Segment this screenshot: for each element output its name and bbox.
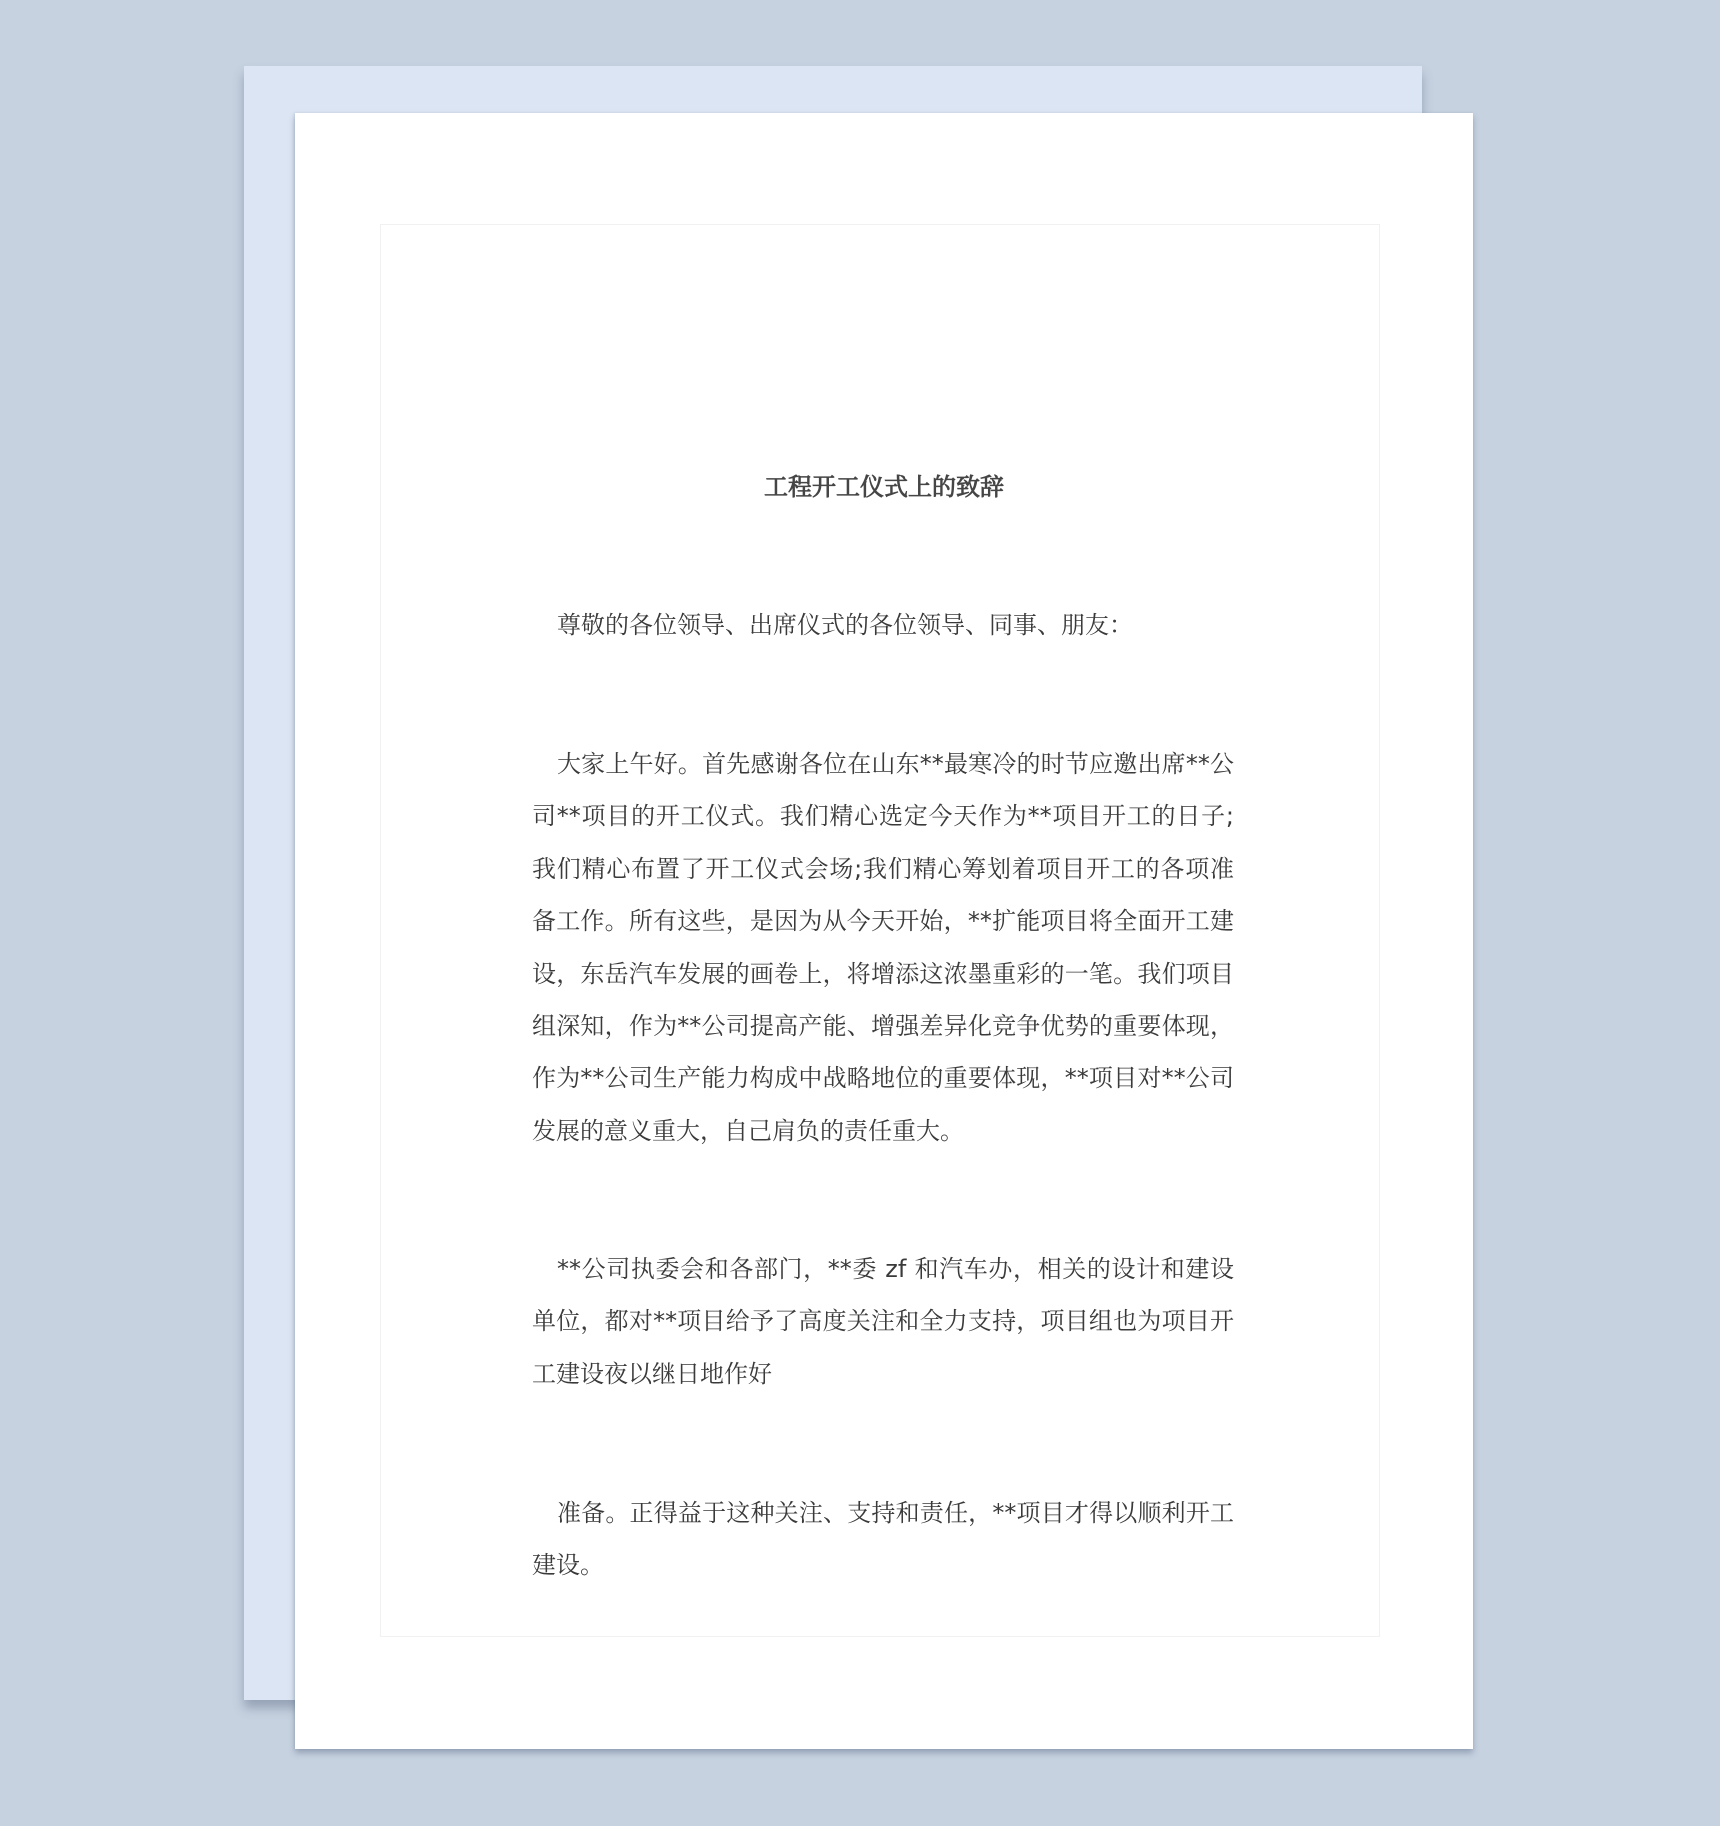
- salutation: 尊敬的各位领导、出席仪式的各位领导、同事、朋友：: [557, 611, 1133, 639]
- document-title: 工程开工仪式上的致辞: [764, 473, 1004, 501]
- paragraph-2: **公司执委会和各部门，**委 zf 和汽车办，相关的设计和建设单位，都对**项目给予了高度关注和全力支持，项目组也为项目开工建设夜以继日地作好: [532, 1255, 1234, 1388]
- document-page: [295, 113, 1473, 1749]
- paragraph-3: 准备。正得益于这种关注、支持和责任，**项目才得以顺利开工建设。: [532, 1499, 1234, 1580]
- paragraph-1: 大家上午好。首先感谢各位在山东**最寒冷的时节应邀出席**公司**项目的开工仪式。我们精心选定今天作为**项目开工的日子;我们精心布置了开工仪式会场;我们精心筹划着项目开工的各项准备工作。所有这些，是因为从今天开始，**扩能项目将全面开工建设，东岳汽车发展的画卷上，将增添这浓墨重彩的一笔。我们项目组深知，作为**公司提高产能、增强差异化竞争优势的重要体现，作为**公司生产能力构成中战略地位的重要体现，**项目对**公司发展的意义重大，自己肩负的责任重大。: [532, 750, 1234, 1145]
